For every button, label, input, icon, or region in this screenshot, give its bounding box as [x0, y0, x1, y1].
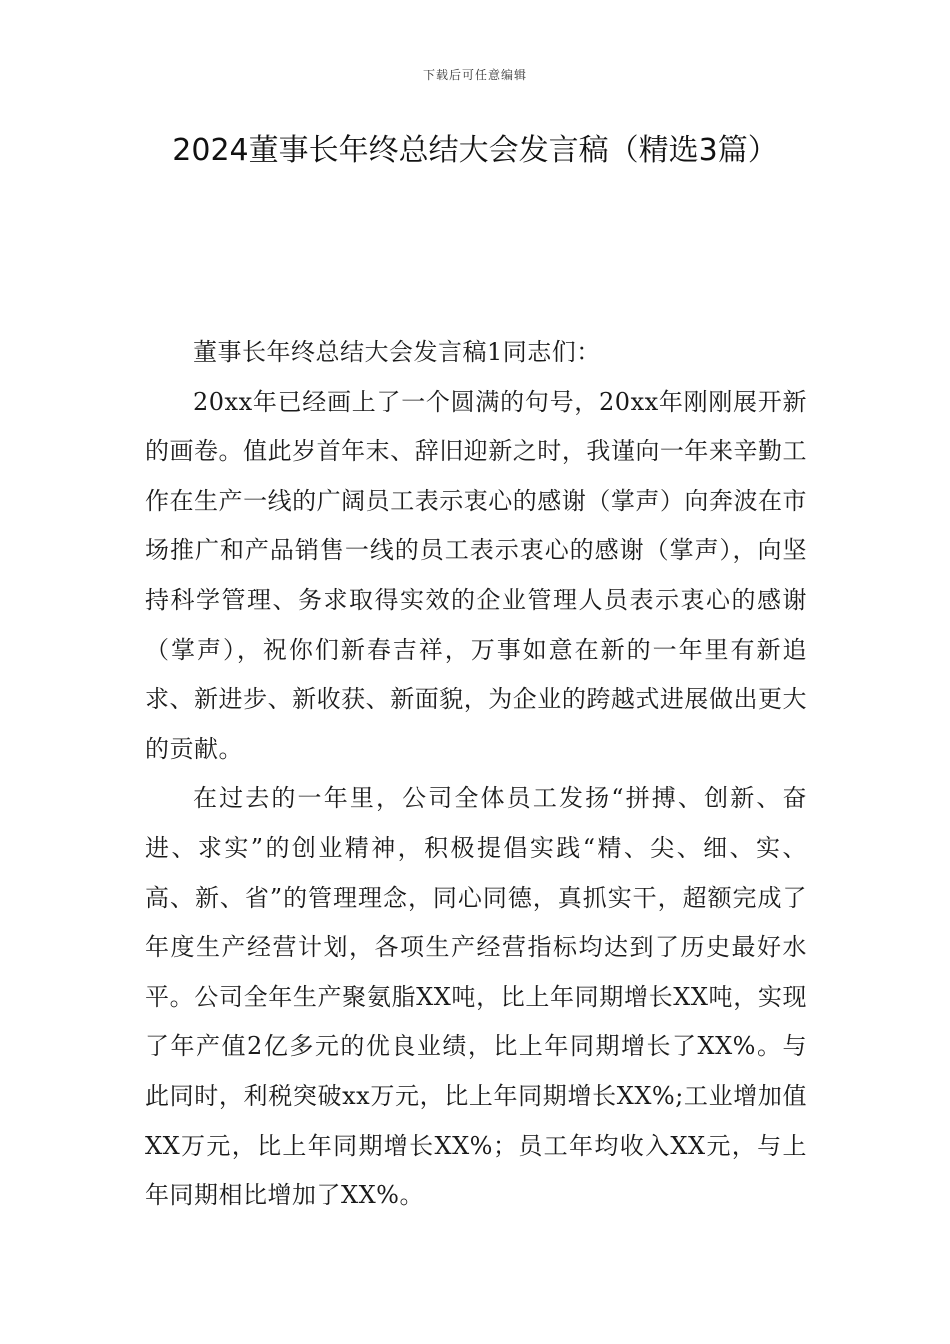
paragraph-greeting: 董事长年终总结大会发言稿1同志们：: [193, 338, 601, 366]
header-note: 下载后可任意编辑: [422, 68, 527, 82]
document-title: 2024董事长年终总结大会发言稿（精选3篇）: [172, 133, 778, 168]
document-body: [145, 328, 807, 1221]
paragraph-achievements: 在过去的一年里，公司全体员工发扬“拼搏、创新、奋进、求实”的创业精神，积极提倡实践“精、尖、细、实、高、新、省”的管理理念，同心同德，真抓实干，超额完成了年度生产经营计划，各项生产经营指标均达到了历史最好水平。公司全年生产聚氨脂XX吨，比上年同期增长XX吨，实现了年产值2亿多元的优良业绩，比上年同期增长了XX%。与此同时，利税突破xx万元，比上年同期增长XX%;工业增加值XX万元，比上年同期增长XX%；员工年均收入XX元，与上年同期相比增加了XX%。: [145, 784, 807, 1210]
paragraph-thanks: 20xx年已经画上了一个圆满的句号，20xx年刚刚展开新的画卷。值此岁首年末、辞旧迎新之时，我谨向一年来辛勤工作在生产一线的广阔员工表示衷心的感谢（掌声）向奔波在市场推广和产品销售一线的员工表示衷心的感谢（掌声），向坚持科学管理、务求取得实效的企业管理人员表示衷心的感谢（掌声），祝你们新春吉祥，万事如意在新的一年里有新追求、新进步、新收获、新面貌，为企业的跨越式进展做出更大的贡献。: [145, 387, 807, 763]
